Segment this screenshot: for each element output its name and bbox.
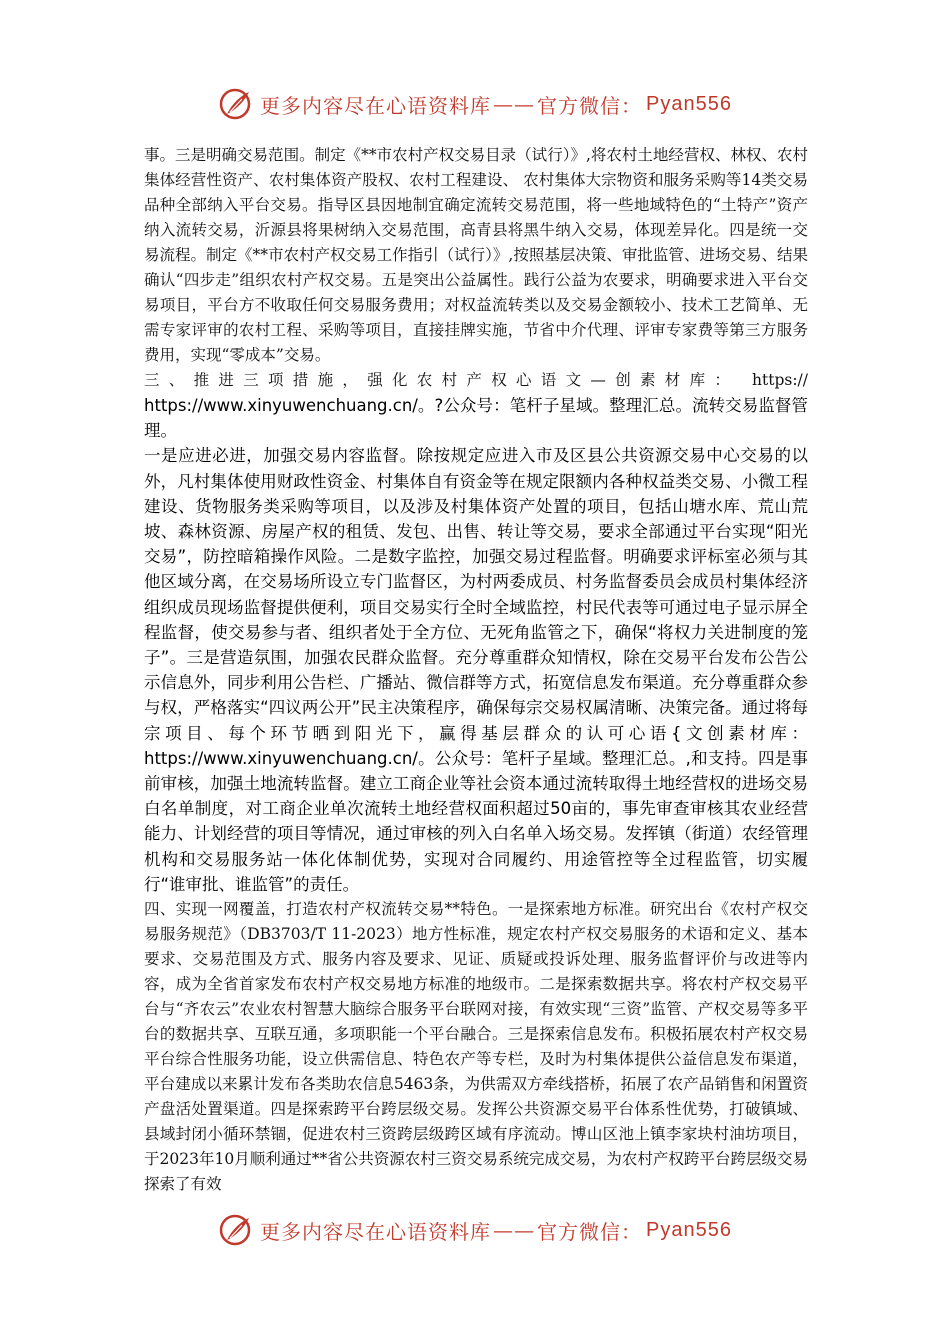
watermark-separator: —— [493,1218,536,1242]
section-three-title: 三、推进三项措施，强化农村产权心语文—创素材库： [144,371,740,389]
watermark-wechat-label: 官方微信： [537,93,643,118]
watermark-banner-top [0,82,950,126]
paragraph-section-three: 一是应进必进，加强交易内容监督。除按规定应进入市及区县公共资源交易中心交易的以外，凡村集体使用财政性资金、村集体自有资金等在规定限额内各种权益类交易、小微工程建设、货物服务类采购等项目，以及涉及村集体资产处置的项目，包括山塘水库、荒山荒坡、森林资源、房屋产权的租赁、发包、出售、转让等交易，要求全部通过平台实现“阳光交易”，防控暗箱操作风险。二是数字监控，加强交易过程监督。明确要求评标室必须与其他区域分离，在交易场所设立专门监督区，为村两委成员、村务监督委员会成员村集体经济组织成员现场监督提供便利，项目交易实行全时全域监控，村民代表等可通过电子显示屏全程监督，使交易参与者、组织者处于全方位、无死角监管之下，确保“将权力关进制度的笼子”。三是营造氛围，加强农民群众监督。充分尊重群众知情权，除在交易平台发布公告公示信息外，同步利用公告栏、广播站、微信群等方式，拓宽信息发布渠道。充分尊重群众参与权，严格落实“四议两公开”民主决策程序，确保每宗交易权属清晰、决策完备。通过将每宗项目、每个环节晒到阳光下，赢得基层群众的认可心语{文创素材库：https://www.xinyuwenchuang.cn/。公众号：笔杆子星域。整理汇总。,和支持。四是事前审核，加强土地流转监督。建立工商企业等社会资本通过流转取得土地经营权的进场交易白名单制度，对工商企业单次流转土地经营权面积超过50亩的，事先审查审核其农业经营能力、计划经营的项目等情况，通过审核的列入白名单入场交易。发挥镇（街道）农经管理机构和交易服务站一体化体制优势，实现对合同履约、用途管控等全过程监管，切实履行“谁审批、谁监管”的责任。 [144,446,808,894]
watermark-banner-bottom [0,1208,950,1252]
watermark-wechat-id: Pyan556 [646,1218,732,1241]
watermark-wechat-label: 官方微信： [537,1219,643,1244]
watermark-wechat-id: Pyan556 [646,92,732,115]
paragraph-section-four: 四、实现一网覆盖，打造农村产权流转交易**特色。一是探索地方标准。研究出台《农村产权交易服务规范》（DB3703/T 11-2023）地方性标准，规定农村产权交易服务的术语和定义、基本要求、交易范围及方式、服务内容及要求、见证、质疑或投诉处理、服务监督评价与改进等内容，成为全省首家发布农村产权交易地方标准的地级市。二是探索数据共享。将农村产权交易平台与“齐农云”农业农村智慧大脑综合服务平台联网对接，有效实现“三资”监管、产权交易等多平台的数据共享、互联互通，多项职能一个平台融合。三是探索信息发布。积极拓展农村产权交易平台综合性服务功能，设立供需信息、特色农产等专栏，及时为村集体提供公益信息发布渠道，平台建成以来累计发布各类助农信息5463条，为供需双方牵线搭桥，拓展了农产品销售和闲置资产盘活处置渠道。四是探索跨平台跨层级交易。发挥公共资源交易平台体系性优势，打破镇域、县域封闭小循环禁锢，促进农村三资跨层级跨区域有序流动。博山区池上镇李家块村油坊项目，于2023年10月顺利通过**省公共资源农村三资交易系统完成交易，为农村产权跨平台跨层级交易探索了有效 [144,900,808,1194]
section-three-heading [144,368,808,393]
watermark-separator: —— [493,92,536,116]
watermark-site-name: 更多内容尽在心语资料库 [260,93,492,118]
feather-logo-icon [218,1212,254,1248]
feather-logo-icon [218,86,254,122]
section-three-url-start: https:// [752,371,808,389]
paragraph-section-two-end: 事。三是明确交易范围。制定《**市农村产权交易目录（试行）》,将农村土地经营权、林权、农村集体经营性资产、农村集体资产股权、农村工程建设、 农村集体大宗物资和服务采购等14类交易品种全部纳入平台交易。指导区县因地制宜确定流转交易范围，将一些地域特色的“土特产”资产纳入流转交易，沂源县将果树纳入交易范围，高青县将黑牛纳入交易，体现差异化。四是统一交易流程。制定《**市农村产权交易工作指引（试行）》,按照基层决策、审批监管、进场交易、结果确认“四步走”组织农村产权交易。五是突出公益属性。践行公益为农要求，明确要求进入平台交易项目，平台方不收取任何交易服务费用；对权益流转类以及交易金额较小、技术工艺简单、无需专家评审的农村工程、采购等项目，直接挂牌实施，节省中介代理、评审专家费等第三方服务费用，实现“零成本”交易。 [144,146,808,364]
section-three-url-line: https://www.xinyuwenchuang.cn/。?公众号：笔杆子星域。整理汇总。流转交易监督管理。 [144,396,808,441]
document-body [144,143,808,1197]
watermark-site-name: 更多内容尽在心语资料库 [260,1219,492,1244]
